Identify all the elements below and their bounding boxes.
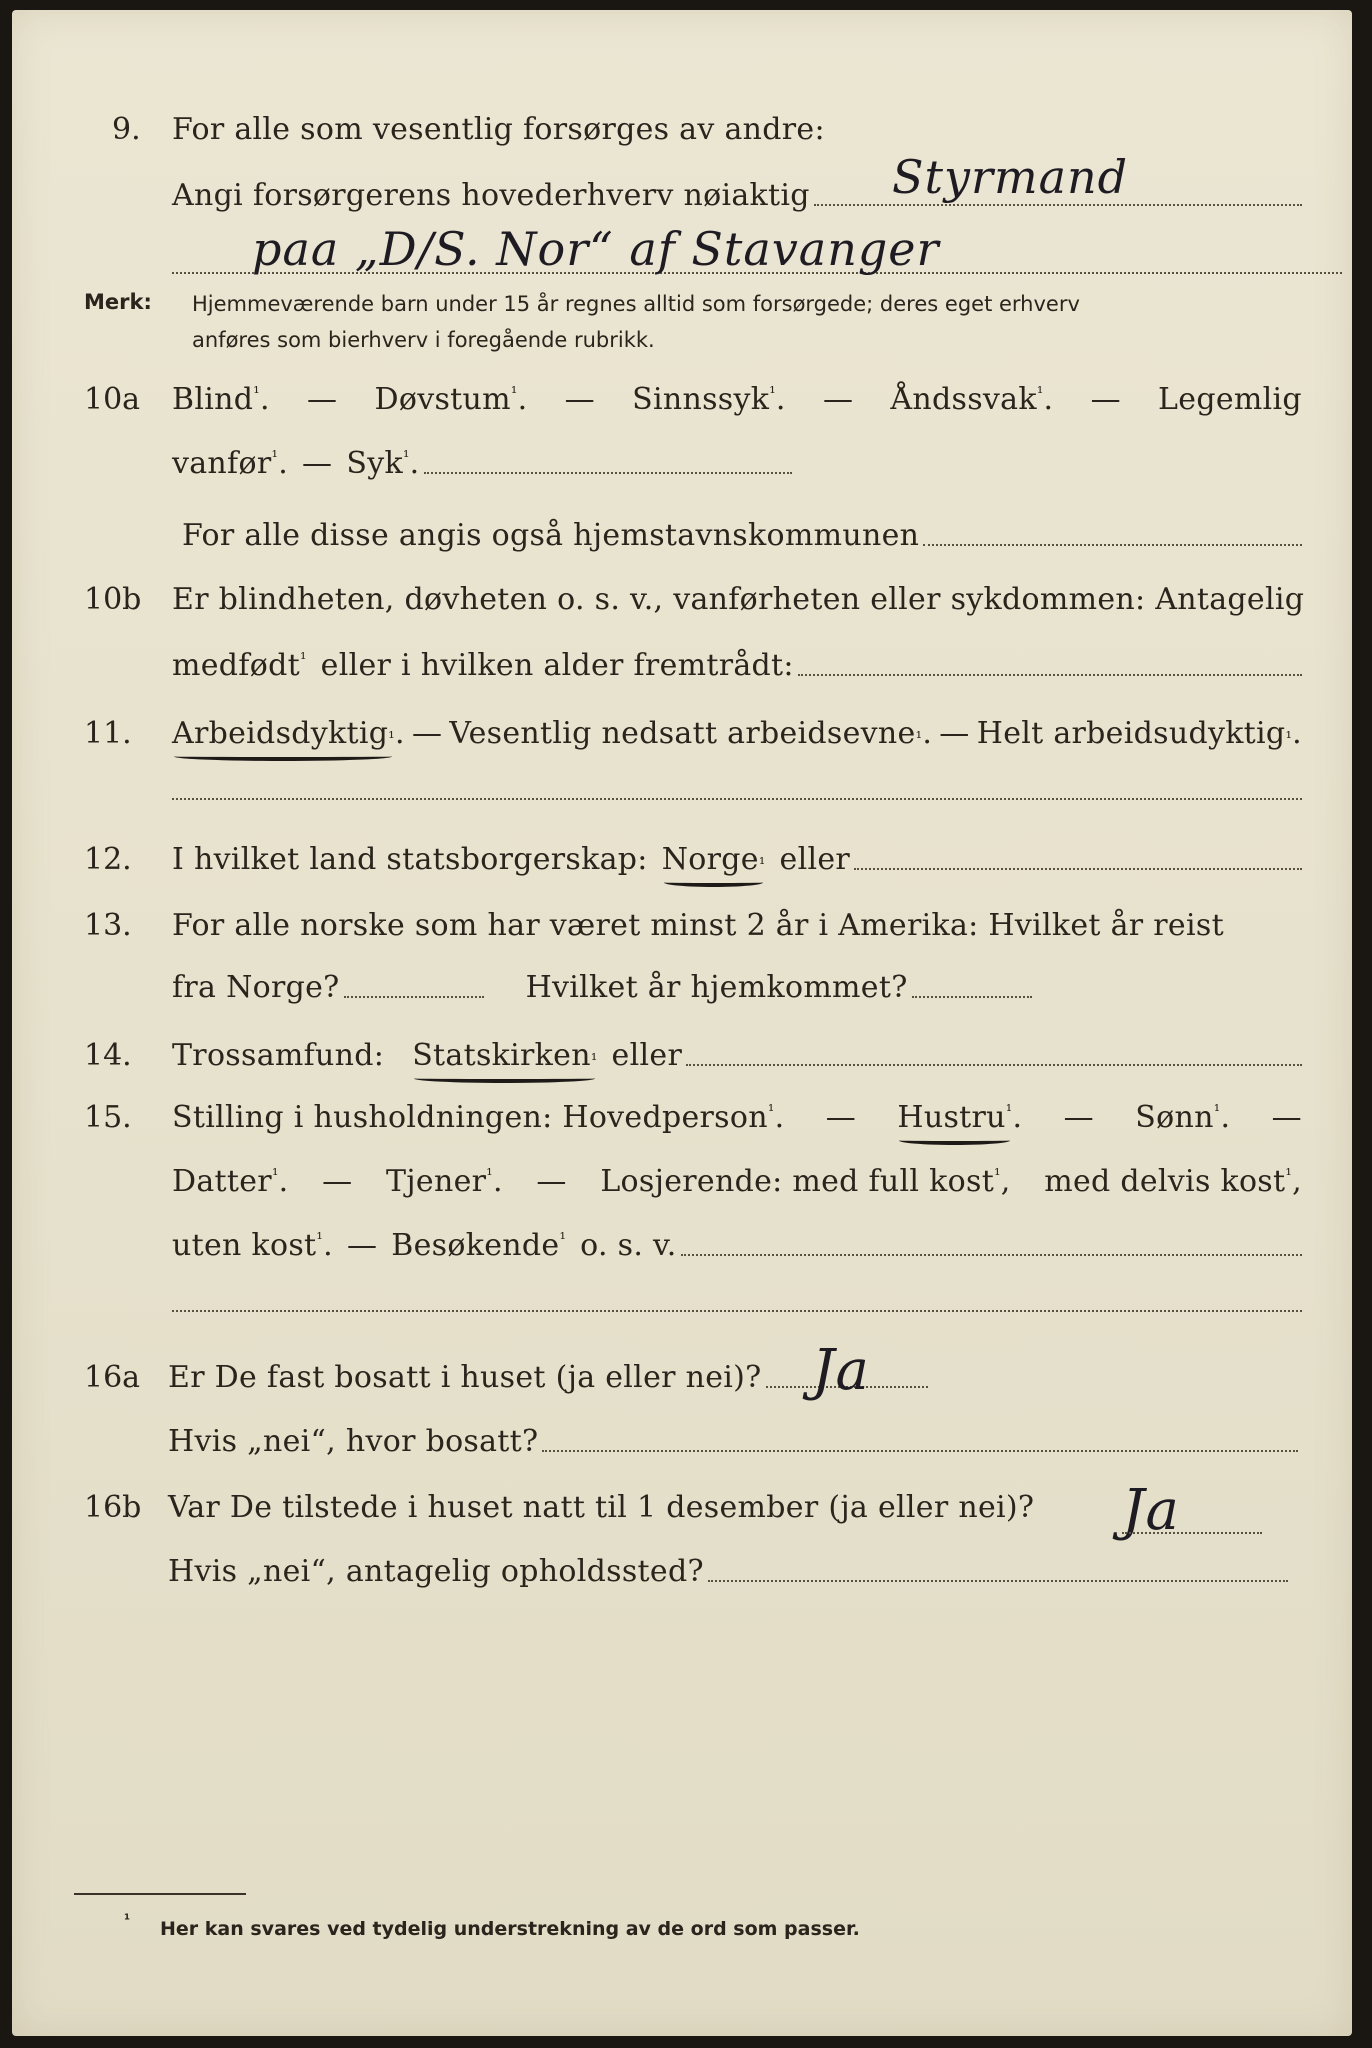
q14-line1: Trossamfund: Statskirken ¹ eller — [172, 1038, 1302, 1073]
footnote-mark: ¹ — [124, 1912, 131, 1928]
dash: — — [1090, 382, 1121, 417]
q14-label: Trossamfund: — [172, 1038, 385, 1073]
dash: — — [822, 382, 854, 417]
q16b-answer-line — [1122, 1532, 1262, 1534]
q11-line1: Arbeidsdyktig ¹ . — Vesentlig nedsatt arbeidsevne ¹ . — Helt arbeidsudyktig ¹ . — [172, 716, 1303, 751]
q15-number: 15. — [84, 1100, 132, 1135]
q10a-line3-text: For alle disse angis også hjemstavnskommunen — [182, 518, 920, 553]
q10a-legemlig: Legemlig — [1158, 382, 1302, 417]
dash: — — [322, 1164, 353, 1199]
dash: — — [346, 1228, 378, 1263]
q10a-line1 — [172, 382, 1302, 417]
q15-hustru-underlined: Hustru — [897, 1100, 1006, 1135]
q13-line2 — [172, 970, 1032, 1005]
q16a-bosatt-answer-line — [542, 1449, 1298, 1452]
q11-answer-line — [172, 798, 1302, 800]
q14-eller: eller — [611, 1038, 683, 1073]
q9-line2-text: Angi forsørgerens hovederhverv nøiaktig — [172, 178, 810, 213]
q16a-hvis-nei: Hvis „nei“, hvor bosatt? — [168, 1424, 539, 1459]
q15-tjener: Tjener$^{^1}$. — [385, 1164, 503, 1199]
footnote-rule — [74, 1893, 246, 1895]
merk-line2: anføres som bierhverv i foregående rubrikk. — [192, 328, 655, 352]
q9-line1 — [172, 112, 825, 147]
dash: — — [536, 1164, 567, 1199]
q13-line1-text: For alle norske som har været minst 2 år i Amerika: Hvilket år reist — [172, 908, 1224, 943]
q11-opt3: Helt arbeidsudyktig — [976, 716, 1286, 751]
q9-handwritten-answer-1: Styrmand — [892, 150, 1129, 204]
q13-number: 13. — [84, 908, 132, 943]
q14-statskirken-underlined: Statskirken — [412, 1038, 591, 1073]
dash: — — [302, 446, 333, 481]
q16b-line2 — [168, 1554, 1288, 1589]
q10b-number: 10b — [84, 582, 142, 617]
dash: — — [307, 382, 338, 417]
q15-line2 — [172, 1164, 1302, 1199]
q16b-question: Var De tilstede i huset natt til 1 desember (ja eller nei)? — [168, 1490, 1035, 1525]
q15-osv: o. s. v. — [580, 1228, 677, 1263]
q13-line1 — [172, 908, 1302, 943]
q9-handwritten-answer-2: paa „D/S. Nor“ af Stavanger — [252, 222, 940, 276]
dash: — — [564, 382, 595, 417]
q10a-number: 10a — [84, 382, 141, 417]
q10b-line1 — [172, 582, 1305, 617]
q14-number: 14. — [84, 1038, 132, 1073]
q13-fra-norge: fra Norge? — [172, 970, 340, 1005]
q12-answer-line — [854, 867, 1302, 870]
q15-hustru-wrap: Hustru$^{^1}$. — [897, 1100, 1023, 1135]
q15-sonn: Sønn$^{^1}$. — [1135, 1100, 1231, 1135]
q10b-line1-text: Er blindheten, døvheten o. s. v., vanførheten eller sykdommen: Antagelig — [172, 582, 1305, 617]
q9-number: 9. — [112, 112, 141, 147]
q11-opt2: Vesentlig nedsatt arbeidsevne — [449, 716, 916, 751]
q16a-line2 — [168, 1424, 1298, 1459]
dash: — — [1271, 1100, 1302, 1135]
q16a-number: 16a — [84, 1360, 141, 1395]
q10b-line2-text: eller i hvilken alder fremtrådt: — [320, 648, 794, 683]
q10a-blind: Blind$^{^1}$. — [172, 382, 270, 417]
q16b-opholdssted-answer-line — [708, 1579, 1288, 1582]
q10b-medfodt: medfødt$^{^1}$ — [172, 648, 307, 683]
q11-number: 11. — [84, 716, 132, 751]
merk-line1: Hjemmeværende barn under 15 år regnes alltid som forsørgede; deres eget erhverv — [192, 292, 1080, 316]
q14-answer-line — [686, 1063, 1302, 1066]
q11-arbeidsdyktig-underlined: Arbeidsdyktig — [172, 716, 389, 751]
dash: — — [1063, 1100, 1094, 1135]
q9-line1-text: For alle som vesentlig forsørges av andre: — [172, 112, 825, 147]
q16b-handwritten-answer: Ja — [1122, 1478, 1180, 1543]
q15-line3 — [172, 1228, 1302, 1263]
q12-text: I hvilket land statsborgerskap: — [172, 842, 648, 877]
census-form-page — [12, 10, 1352, 2036]
q15-datter: Datter$^{^1}$. — [172, 1164, 289, 1199]
q15-delvis: med delvis kost$^{^1}$, — [1044, 1164, 1302, 1199]
q12-eller: eller — [779, 842, 851, 877]
q16b-line1 — [168, 1490, 1268, 1525]
q13-hjem-answer-line — [912, 995, 1032, 998]
q15-uten-kost: uten kost$^{^1}$. — [172, 1228, 333, 1263]
footnote-text: Her kan svares ved tydelig understrekning av de ord som passer. — [160, 1918, 860, 1940]
q10a-andssvak: Åndssvak$^{^1}$. — [890, 382, 1054, 417]
q15-besokende: Besøkende$^{^1}$ — [391, 1228, 567, 1263]
q16b-hvis-nei: Hvis „nei“, antagelig opholdssted? — [168, 1554, 704, 1589]
q16a-question: Er De fast bosatt i huset (ja eller nei)? — [168, 1360, 762, 1395]
q10a-line2 — [172, 446, 792, 481]
q10a-hjemstavn-answer-line — [923, 543, 1302, 546]
q10a-line3 — [182, 518, 1302, 553]
q10a-syk: Syk$^{^1}$. — [346, 446, 420, 481]
q12-norge-underlined: Norge — [661, 842, 759, 877]
q15-answer-line — [681, 1253, 1302, 1256]
dash: — — [939, 716, 970, 751]
q10b-line2 — [172, 648, 1302, 683]
q16a-handwritten-answer: Ja — [812, 1338, 870, 1403]
merk-label: Merk: — [84, 290, 152, 314]
q16b-number: 16b — [84, 1490, 142, 1525]
q10a-syk-answer-line — [424, 471, 793, 474]
q15-line1 — [172, 1100, 1302, 1135]
q13-hjemkommet: Hvilket år hjemkommet? — [525, 970, 908, 1005]
q15-answer-line-2 — [172, 1310, 1302, 1312]
q10b-answer-line — [798, 673, 1302, 676]
q10a-vanfor: vanfør$^{^1}$. — [172, 446, 289, 481]
dash: — — [411, 716, 443, 751]
q10a-sinnssyk: Sinnssyk$^{^1}$. — [632, 382, 786, 417]
q15-hovedperson: Stilling i husholdningen: Hovedperson$^{^1}$. — [172, 1100, 785, 1135]
q12-line1: I hvilket land statsborgerskap: Norge ¹ eller — [172, 842, 1302, 877]
q12-number: 12. — [84, 842, 132, 877]
q10a-dovstum: Døvstum$^{^1}$. — [374, 382, 528, 417]
q9-line2 — [172, 178, 1302, 213]
dash: — — [825, 1100, 857, 1135]
q13-reist-answer-line — [344, 995, 484, 998]
q15-losjerende: Losjerende: med full kost$^{^1}$, — [600, 1164, 1011, 1199]
